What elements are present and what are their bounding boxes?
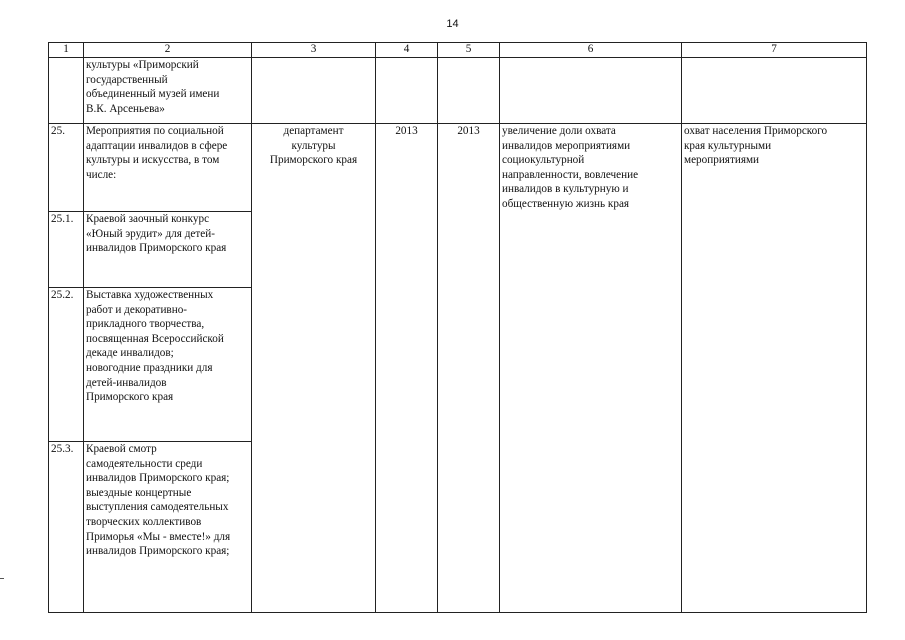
margin-mark: [0, 578, 4, 579]
activity-name-cell: Краевой заочный конкурс «Юный эрудит» для детей- инвалидов Приморского края: [84, 212, 252, 288]
table-row-continuation: [49, 58, 867, 124]
header-cell-6: 6: [500, 43, 682, 58]
header-row: [49, 43, 867, 58]
start-year-cell: [376, 58, 438, 124]
header-cell-2: 2: [84, 43, 252, 58]
end-year-cell: 2013: [438, 124, 500, 613]
activities-table: [48, 42, 867, 613]
activity-name-cell: Выставка художественных работ и декоративно- прикладного творчества, посвященная Всероссийской декаде инвалидов; новогодние праздники для детей-инвалидов Приморского края: [84, 288, 252, 442]
row-number-cell: 25.1.: [49, 212, 84, 288]
header-cell-3: 3: [252, 43, 376, 58]
responsible-cell: [252, 58, 376, 124]
activity-name-cell: культуры «Приморский государственный объединенный музей имени В.К. Арсеньева»: [84, 58, 252, 124]
header-cell-1: 1: [49, 43, 84, 58]
page-number: 14: [446, 18, 459, 30]
activity-name-cell: Мероприятия по социальной адаптации инвалидов в сфере культуры и искусства, в том числе:: [84, 124, 252, 212]
row-number-cell: 25.: [49, 124, 84, 212]
header-cell-5: 5: [438, 43, 500, 58]
header-cell-4: 4: [376, 43, 438, 58]
responsible-cell: департамент культуры Приморского края: [252, 124, 376, 613]
table-row-25: [49, 124, 867, 212]
indicator-cell: охват населения Приморского края культурными мероприятиями: [682, 124, 867, 613]
result-cell: [500, 58, 682, 124]
end-year-cell: [438, 58, 500, 124]
result-cell: увеличение доли охвата инвалидов мероприятиями социокультурной направленности, вовлечение инвалидов в культурную и общественную жизнь края: [500, 124, 682, 613]
start-year-cell: 2013: [376, 124, 438, 613]
row-number-cell: 25.3.: [49, 442, 84, 613]
row-number-cell: 25.2.: [49, 288, 84, 442]
indicator-cell: [682, 58, 867, 124]
row-number-cell: [49, 58, 84, 124]
header-cell-7: 7: [682, 43, 867, 58]
activity-name-cell: Краевой смотр самодеятельности среди инвалидов Приморского края; выездные концертные выступления самодеятельных творческих коллективов Приморья «Мы - вместе!» для инвалидов Приморского края;: [84, 442, 252, 613]
